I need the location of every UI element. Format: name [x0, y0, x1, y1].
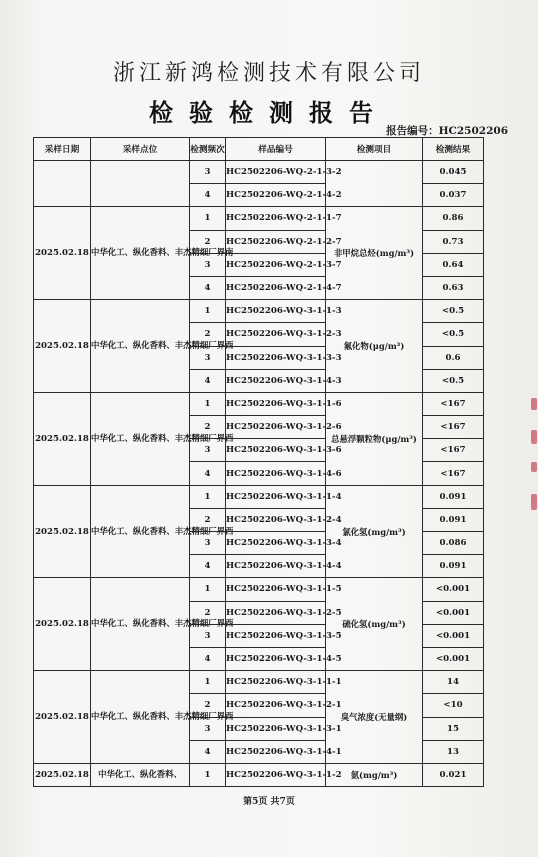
- cell-frequency: 4: [190, 740, 226, 763]
- cell-sample-id: HC2502206-WQ-3-1-1-6: [226, 392, 326, 415]
- col-header-result: 检测结果: [423, 138, 484, 161]
- cell-frequency: 4: [190, 555, 226, 578]
- cell-date: 2025.02.18: [34, 578, 91, 671]
- col-header-frequency: 检测频次: [190, 138, 226, 161]
- cell-sample-id: HC2502206-WQ-3-1-2-6: [226, 416, 326, 439]
- table-row: [34, 207, 484, 230]
- cell-frequency: 2: [190, 323, 226, 346]
- cell-result: <167: [423, 392, 484, 415]
- cell-sample-id: HC2502206-WQ-2-1-4-7: [226, 276, 326, 299]
- cell-date: 2025.02.18: [34, 300, 91, 393]
- cell-date: 2025.02.18: [34, 671, 91, 764]
- cell-item: 总悬浮颗粒物(μg/m³): [326, 392, 423, 485]
- cell-frequency: 1: [190, 578, 226, 601]
- cell-result: <10: [423, 694, 484, 717]
- table-row: [34, 485, 484, 508]
- cell-result: 14: [423, 671, 484, 694]
- cell-sample-id: HC2502206-WQ-3-1-4-6: [226, 462, 326, 485]
- cell-sample-id: HC2502206-WQ-2-1-3-2: [226, 161, 326, 184]
- cell-sample-id: HC2502206-WQ-3-1-2-5: [226, 601, 326, 624]
- cell-result: <0.001: [423, 601, 484, 624]
- cell-point: 中华化工、纵化香料、丰杰精细厂界西: [91, 300, 190, 393]
- cell-frequency: 3: [190, 717, 226, 740]
- cell-result: <0.5: [423, 369, 484, 392]
- cell-result: <167: [423, 439, 484, 462]
- cell-result: 0.091: [423, 555, 484, 578]
- cell-frequency: 1: [190, 392, 226, 415]
- cell-sample-id: HC2502206-WQ-3-1-2-3: [226, 323, 326, 346]
- cell-frequency: 3: [190, 253, 226, 276]
- cell-item: 臭气浓度(无量纲): [326, 671, 423, 764]
- cell-sample-id: HC2502206-WQ-2-1-1-7: [226, 207, 326, 230]
- cell-frequency: 3: [190, 439, 226, 462]
- cell-sample-id: HC2502206-WQ-2-1-4-2: [226, 184, 326, 207]
- cell-date: [34, 161, 91, 207]
- cell-sample-id: HC2502206-WQ-3-1-1-2: [226, 763, 326, 786]
- cell-result: 0.091: [423, 508, 484, 531]
- cell-frequency: 4: [190, 276, 226, 299]
- cell-sample-id: HC2502206-WQ-3-1-2-4: [226, 508, 326, 531]
- cell-sample-id: HC2502206-WQ-3-1-4-1: [226, 740, 326, 763]
- cell-frequency: 1: [190, 485, 226, 508]
- cell-frequency: 2: [190, 508, 226, 531]
- cell-sample-id: HC2502206-WQ-3-1-3-4: [226, 532, 326, 555]
- cell-item: 硫化氢(mg/m³): [326, 578, 423, 671]
- stamp-edge-mark: [531, 462, 537, 472]
- cell-frequency: 2: [190, 601, 226, 624]
- cell-item: 非甲烷总烃(mg/m³): [326, 207, 423, 300]
- col-header-sample: 样品编号: [226, 138, 326, 161]
- cell-result: 0.63: [423, 276, 484, 299]
- stamp-edge-mark: [531, 398, 537, 410]
- cell-point: 中华化工、纵化香料、丰杰精细厂界南: [91, 207, 190, 300]
- cell-point: 中华化工、纵化香料、丰杰精细厂界西: [91, 578, 190, 671]
- cell-sample-id: HC2502206-WQ-3-1-3-5: [226, 624, 326, 647]
- table-row: [34, 763, 484, 786]
- cell-sample-id: HC2502206-WQ-2-1-3-7: [226, 253, 326, 276]
- stamp-edge-mark: [531, 430, 537, 444]
- col-header-item: 检测项目: [326, 138, 423, 161]
- table-row: [34, 671, 484, 694]
- cell-result: 0.045: [423, 161, 484, 184]
- cell-frequency: 2: [190, 694, 226, 717]
- cell-frequency: 1: [190, 207, 226, 230]
- cell-result: 0.73: [423, 230, 484, 253]
- cell-frequency: 1: [190, 671, 226, 694]
- cell-result: 0.64: [423, 253, 484, 276]
- cell-point: 中华化工、纵化香料、丰杰精细厂界西: [91, 392, 190, 485]
- cell-date: 2025.02.18: [34, 207, 91, 300]
- cell-sample-id: HC2502206-WQ-2-1-2-7: [226, 230, 326, 253]
- cell-frequency: 1: [190, 763, 226, 786]
- report-title: 检验检测报告: [149, 98, 389, 127]
- cell-frequency: 3: [190, 346, 226, 369]
- cell-date: 2025.02.18: [34, 485, 91, 578]
- cell-result: 15: [423, 717, 484, 740]
- cell-result: <167: [423, 416, 484, 439]
- company-name: 浙江新鸿检测技术有限公司: [112, 61, 425, 86]
- cell-point: 中华化工、纵化香料、丰杰精细厂界西: [91, 671, 190, 764]
- table-row: [34, 300, 484, 323]
- cell-sample-id: HC2502206-WQ-3-1-1-3: [226, 300, 326, 323]
- table-row: [34, 578, 484, 601]
- page-footer: 第5页 共7页: [243, 797, 295, 807]
- cell-item: 氟化物(μg/m³): [326, 300, 423, 393]
- cell-point: 中华化工、纵化香料、: [91, 763, 190, 786]
- cell-result: <0.001: [423, 647, 484, 670]
- cell-sample-id: HC2502206-WQ-3-1-3-6: [226, 439, 326, 462]
- cell-item: 氨(mg/m³): [326, 763, 423, 786]
- col-header-point: 采样点位: [91, 138, 190, 161]
- cell-result: 0.037: [423, 184, 484, 207]
- cell-result: <0.5: [423, 323, 484, 346]
- cell-sample-id: HC2502206-WQ-3-1-3-1: [226, 717, 326, 740]
- cell-sample-id: HC2502206-WQ-3-1-3-3: [226, 346, 326, 369]
- cell-frequency: 3: [190, 532, 226, 555]
- cell-result: 13: [423, 740, 484, 763]
- cell-result: <0.5: [423, 300, 484, 323]
- cell-frequency: 4: [190, 184, 226, 207]
- cell-result: 0.86: [423, 207, 484, 230]
- stamp-edge-mark: [531, 494, 537, 510]
- table-header-row: [34, 138, 484, 161]
- cell-item: 氯化氢(mg/m³): [326, 485, 423, 578]
- cell-sample-id: HC2502206-WQ-3-1-4-3: [226, 369, 326, 392]
- cell-result: 0.086: [423, 532, 484, 555]
- cell-point: [91, 161, 190, 207]
- cell-frequency: 1: [190, 300, 226, 323]
- cell-result: <0.001: [423, 624, 484, 647]
- cell-frequency: 2: [190, 416, 226, 439]
- cell-date: 2025.02.18: [34, 392, 91, 485]
- cell-frequency: 3: [190, 624, 226, 647]
- cell-frequency: 4: [190, 462, 226, 485]
- cell-sample-id: HC2502206-WQ-3-1-4-4: [226, 555, 326, 578]
- cell-sample-id: HC2502206-WQ-3-1-1-1: [226, 671, 326, 694]
- cell-result: <0.001: [423, 578, 484, 601]
- cell-sample-id: HC2502206-WQ-3-1-1-4: [226, 485, 326, 508]
- cell-result: 0.6: [423, 346, 484, 369]
- cell-result: <167: [423, 462, 484, 485]
- cell-frequency: 2: [190, 230, 226, 253]
- cell-frequency: 4: [190, 369, 226, 392]
- report-number: 报告编号：HC2502206: [386, 125, 508, 137]
- cell-frequency: 4: [190, 647, 226, 670]
- cell-sample-id: HC2502206-WQ-3-1-2-1: [226, 694, 326, 717]
- results-table: [33, 137, 484, 787]
- cell-date: 2025.02.18: [34, 763, 91, 786]
- cell-frequency: 3: [190, 161, 226, 184]
- cell-sample-id: HC2502206-WQ-3-1-1-5: [226, 578, 326, 601]
- cell-point: 中华化工、纵化香料、丰杰精细厂界西: [91, 485, 190, 578]
- cell-sample-id: HC2502206-WQ-3-1-4-5: [226, 647, 326, 670]
- table-row: [34, 161, 484, 184]
- cell-result: 0.021: [423, 763, 484, 786]
- table-row: [34, 392, 484, 415]
- table-body: [34, 161, 484, 787]
- col-header-date: 采样日期: [34, 138, 91, 161]
- cell-result: 0.091: [423, 485, 484, 508]
